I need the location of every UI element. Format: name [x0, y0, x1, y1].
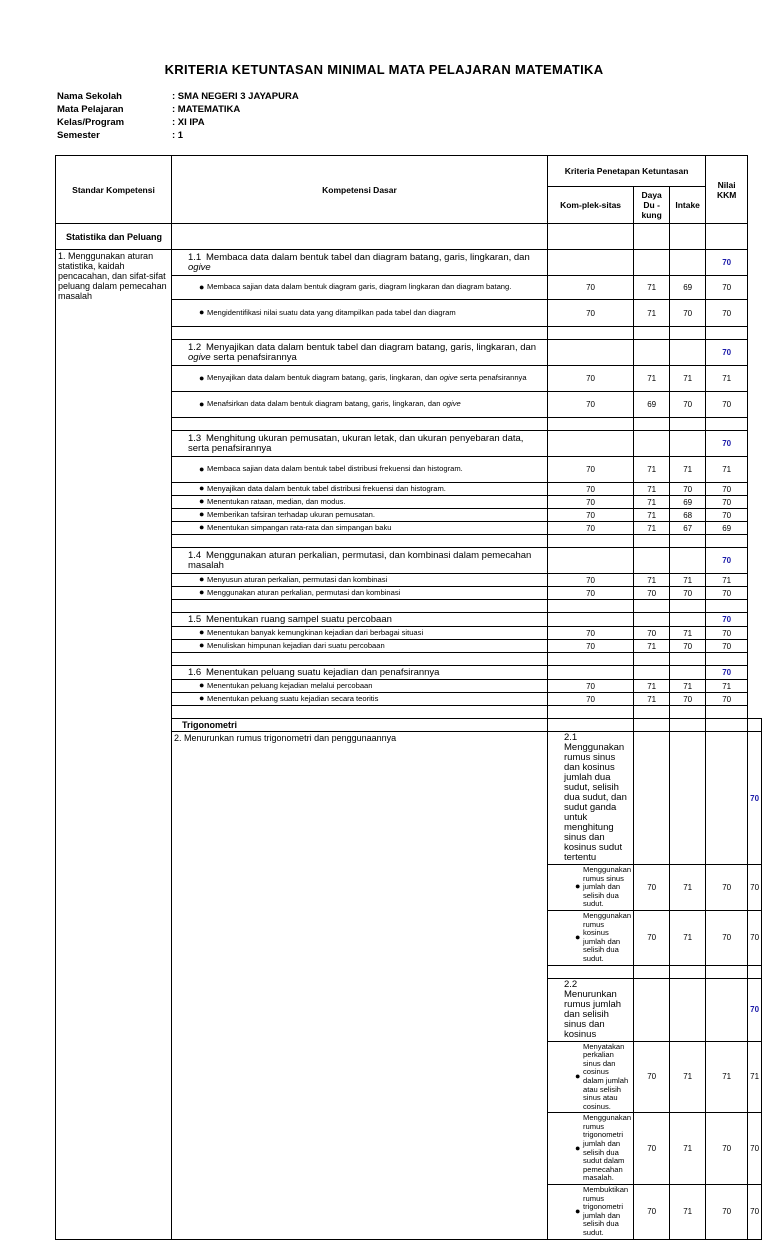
intake-value: 67: [670, 522, 706, 535]
kd-number: 1.5: [188, 613, 202, 625]
kd-number: 1.2: [188, 341, 202, 353]
intake-value: 68: [670, 509, 706, 522]
kkm-value: 70: [706, 483, 748, 496]
kkm-table: [55, 155, 762, 1240]
indicator-emphasis: ogive: [442, 399, 461, 409]
kd-number: 2.1: [564, 732, 578, 743]
indicator-text: Mengidentifikasi nilai suatu data yang ditampilkan pada tabel dan diagram: [207, 307, 456, 317]
indicator: ● Menentukan rataan, median, dan modus.: [172, 496, 548, 509]
daya-dukung-value: 71: [670, 1185, 706, 1240]
kkm-value: 71: [706, 574, 748, 587]
info-value: : 1: [172, 130, 184, 141]
kompleksitas-value: 70: [548, 587, 634, 600]
intake-value: 71: [670, 574, 706, 587]
kd-2-1: [548, 732, 634, 865]
kd-kkm: 70: [706, 613, 748, 627]
intake-value: 69: [670, 496, 706, 509]
daya-dukung-value: 71: [634, 496, 670, 509]
indicator-text: Membuktikan rumus trigonometri jumlah dan selisih dua sudut.: [583, 1185, 629, 1237]
kd-number: 2.2: [564, 978, 578, 990]
indicator-text: Menentukan simpangan rata-rata dan simpangan baku: [207, 522, 392, 532]
kd-kkm: 70: [706, 666, 748, 680]
indicator: ● Menentukan banyak kemungkinan kejadian dari berbagai situasi: [172, 627, 548, 640]
header-standar: Standar Kompetensi: [56, 156, 172, 224]
indicator: ● Menentukan peluang suatu kejadian secara teoritis: [172, 693, 548, 706]
indicator-text: Menentukan peluang kejadian melalui percobaan: [207, 680, 373, 690]
indicator: ● Membaca sajian data dalam bentuk tabel distribusi frekuensi dan histogram.: [172, 457, 548, 483]
kkm-value: 70: [706, 276, 748, 300]
intake-value: 70: [706, 865, 748, 911]
intake-value: 69: [670, 276, 706, 300]
sk-trigonometri: 2. Menurunkan rumus trigonometri dan penggunaannya: [172, 732, 548, 1240]
indicator: ● Membuktikan rumus trigonometri jumlah dan selisih dua sudut.: [548, 1185, 634, 1240]
kompleksitas-value: 70: [548, 680, 634, 693]
kkm-value: 70: [706, 587, 748, 600]
indicator: ● Mengidentifikasi nilai suatu data yang ditampilkan pada tabel dan diagram: [172, 300, 548, 327]
kompleksitas-value: 70: [548, 496, 634, 509]
header-kompleksitas: Kom-plek-sitas: [548, 187, 634, 224]
indicator-text: Menggunakan rumus kosinus jumlah dan selisih dua sudut.: [583, 910, 632, 963]
indicator: ● Menyatakan perkalian sinus dan cosinus dalam jumlah atau selisih sinus atau cosinus.: [548, 1041, 634, 1113]
header-daya-dukung: Daya Du - kung: [634, 187, 670, 224]
kompleksitas-value: 70: [548, 366, 634, 392]
indicator: ● Menyajikan data dalam bentuk tabel distribusi frekuensi dan histogram.: [172, 483, 548, 496]
info-value: : XI IPA: [172, 117, 205, 128]
kompleksitas-value: 70: [548, 509, 634, 522]
kkm-value: 70: [748, 910, 762, 965]
indicator: ● Membaca sajian data dalam bentuk diagram garis, diagram lingkaran dan diagram batang.: [172, 276, 548, 300]
indicator: ● Menyusun aturan perkalian, permutasi dan kombinasi: [172, 574, 548, 587]
indicator: ● Menuliskan himpunan kejadian dari suatu percobaan: [172, 640, 548, 653]
kkm-value: 71: [706, 680, 748, 693]
kkm-value: 70: [748, 865, 762, 911]
kkm-value: 71: [706, 457, 748, 483]
intake-value: 71: [670, 627, 706, 640]
kd-text: Menentukan peluang suatu kejadian dan penafsirannya: [206, 666, 440, 678]
info-label: Semester: [57, 130, 100, 141]
indicator: ● Menggunakan rumus kosinus jumlah dan selisih dua sudut.: [548, 910, 634, 965]
intake-value: 70: [670, 483, 706, 496]
intake-value: 71: [670, 457, 706, 483]
kkm-value: 69: [706, 522, 748, 535]
kompleksitas-value: 70: [548, 483, 634, 496]
info-value: : MATEMATIKA: [172, 104, 241, 115]
indicator: ● Menafsirkan data dalam bentuk diagram batang, garis, lingkaran, dan ogive: [172, 392, 548, 418]
daya-dukung-value: 71: [634, 509, 670, 522]
indicator-text: Menentukan peluang suatu kejadian secara teoritis: [207, 693, 379, 703]
intake-value: 70: [670, 300, 706, 327]
indicator-text: Menafsirkan data dalam bentuk diagram batang, garis, lingkaran, dan: [207, 399, 443, 409]
indicator-text: Menggunakan rumus trigonometri jumlah dan selisih dua sudut dalam pemecahan masalah.: [583, 1113, 632, 1183]
daya-dukung-value: 71: [634, 366, 670, 392]
indicator-text: Menyusun aturan perkalian, permutasi dan kombinasi: [207, 574, 388, 584]
daya-dukung-value: 69: [634, 392, 670, 418]
kompleksitas-value: 70: [634, 910, 670, 965]
kd-text: Menyajikan data dalam bentuk tabel dan diagram batang, garis, lingkaran, dan: [206, 341, 537, 353]
kd-1-4: [172, 548, 548, 574]
kompleksitas-value: 70: [548, 522, 634, 535]
indicator-text: Menyatakan perkalian sinus dan cosinus dalam jumlah atau selisih sinus atau cosinus.: [583, 1041, 629, 1111]
kkm-value: 70: [706, 392, 748, 418]
kompleksitas-value: 70: [548, 457, 634, 483]
intake-value: 70: [706, 1185, 748, 1240]
info-label: Mata Pelajaran: [57, 104, 124, 115]
indicator: ● Memberikan tafsiran terhadap ukuran pemusatan.: [172, 509, 548, 522]
daya-dukung-value: 70: [634, 587, 670, 600]
kompleksitas-value: 70: [548, 276, 634, 300]
kd-2-2: [548, 978, 634, 1041]
daya-dukung-value: 71: [634, 457, 670, 483]
info-label: Kelas/Program: [57, 117, 125, 128]
indicator-text: Menyajikan data dalam bentuk tabel distribusi frekuensi dan histogram.: [207, 483, 446, 493]
intake-value: 70: [706, 910, 748, 965]
info-row: [57, 130, 299, 143]
kkm-value: 70: [748, 1185, 762, 1240]
kompleksitas-value: 70: [548, 574, 634, 587]
info-value: : SMA NEGERI 3 JAYAPURA: [172, 91, 299, 102]
daya-dukung-value: 71: [634, 522, 670, 535]
kompleksitas-value: 70: [634, 1113, 670, 1185]
kd-kkm: 70: [706, 548, 748, 574]
daya-dukung-value: 71: [670, 865, 706, 911]
daya-dukung-value: 71: [634, 276, 670, 300]
indicator-text: Menuliskan himpunan kejadian dari suatu percobaan: [207, 640, 385, 650]
kd-number: 1.6: [188, 666, 202, 678]
kompleksitas-value: 70: [634, 1185, 670, 1240]
kd-kkm: 70: [748, 978, 762, 1041]
kd-number: 1.1: [188, 251, 202, 263]
document-title: KRITERIA KETUNTASAN MINIMAL MATA PELAJARAN MATEMATIKA: [164, 62, 604, 77]
kd-text: Membaca data dalam bentuk tabel dan diagram batang, garis, lingkaran, dan: [206, 251, 530, 263]
daya-dukung-value: 71: [670, 1113, 706, 1185]
indicator-text: Membaca sajian data dalam bentuk diagram garis, diagram lingkaran dan diagram batang.: [207, 282, 512, 292]
kkm-value: 70: [706, 509, 748, 522]
kd-text: Menurunkan rumus jumlah dan selisih sinus dan kosinus: [564, 988, 622, 1040]
kompleksitas-value: 70: [548, 640, 634, 653]
indicator-text: Menentukan rataan, median, dan modus.: [207, 496, 346, 506]
intake-value: 70: [670, 640, 706, 653]
info-label: Nama Sekolah: [57, 91, 122, 102]
kd-emphasis: ogive: [188, 261, 211, 273]
daya-dukung-value: 71: [634, 483, 670, 496]
indicator: ● Menggunakan rumus trigonometri jumlah dan selisih dua sudut dalam pemecahan masalah.: [548, 1113, 634, 1185]
kd-text: Menggunakan rumus sinus dan kosinus jumlah dua sudut, selisih dua sudut, dan sudut ganda untuk menghitung sinus dan kosinus sudut tertentu: [564, 742, 627, 863]
kkm-value: 70: [748, 1113, 762, 1185]
info-row: [57, 91, 299, 104]
kd-text-tail: serta penafsirannya: [210, 351, 297, 363]
indicator: ● Menggunakan aturan perkalian, permutasi dan kombinasi: [172, 587, 548, 600]
kompleksitas-value: 70: [634, 1041, 670, 1113]
info-row: [57, 117, 299, 130]
indicator-text: Memberikan tafsiran terhadap ukuran pemusatan.: [207, 509, 376, 519]
section-statistika: Statistika dan Peluang: [56, 224, 172, 250]
indicator-text: Menggunakan rumus sinus jumlah dan selisih dua sudut.: [583, 865, 632, 909]
kd-1-2: [172, 340, 548, 366]
daya-dukung-value: 71: [634, 640, 670, 653]
kompleksitas-value: 70: [548, 300, 634, 327]
kd-kkm: 70: [748, 732, 762, 865]
indicator: ● Menentukan simpangan rata-rata dan simpangan baku: [172, 522, 548, 535]
intake-value: 70: [670, 693, 706, 706]
kd-1-3: [172, 431, 548, 457]
kd-text: Menghitung ukuran pemusatan, ukuran letak, dan ukuran penyebaran data, serta penafsirannya: [188, 432, 524, 454]
kd-number: 1.4: [188, 549, 202, 561]
header-kriteria: Kriteria Penetapan Ketuntasan: [548, 156, 706, 187]
kkm-value: 70: [706, 627, 748, 640]
indicator-text: Membaca sajian data dalam bentuk tabel distribusi frekuensi dan histogram.: [207, 464, 463, 474]
kkm-value: 70: [706, 693, 748, 706]
kd-kkm: 70: [706, 340, 748, 366]
header-nilai-kkm: Nilai KKM: [706, 156, 748, 224]
kkm-value: 70: [706, 496, 748, 509]
kd-text: Menentukan ruang sampel suatu percobaan: [206, 613, 392, 625]
intake-value: 71: [670, 680, 706, 693]
kd-1-6: [172, 666, 548, 680]
indicator-emphasis: ogive: [439, 373, 458, 383]
kd-kkm: 70: [706, 250, 748, 276]
kompleksitas-value: 70: [548, 627, 634, 640]
daya-dukung-value: 71: [634, 680, 670, 693]
kompleksitas-value: 70: [634, 865, 670, 911]
kd-1-5: [172, 613, 548, 627]
kompleksitas-value: 70: [548, 392, 634, 418]
indicator: ● Menyajikan data dalam bentuk diagram batang, garis, lingkaran, dan ogive serta penafsirannya: [172, 366, 548, 392]
kd-emphasis: ogive: [188, 351, 211, 363]
intake-value: 70: [670, 392, 706, 418]
kkm-value: 71: [748, 1041, 762, 1113]
daya-dukung-value: 71: [670, 1041, 706, 1113]
info-row: [57, 104, 299, 117]
header-kompetensi: Kompetensi Dasar: [172, 156, 548, 224]
daya-dukung-value: 71: [634, 574, 670, 587]
kkm-value: 70: [706, 300, 748, 327]
kkm-value: 70: [706, 640, 748, 653]
header-intake: Intake: [670, 187, 706, 224]
daya-dukung-value: 71: [634, 693, 670, 706]
intake-value: 70: [706, 1113, 748, 1185]
daya-dukung-value: 71: [670, 910, 706, 965]
section-trigonometri: Trigonometri: [172, 719, 548, 732]
intake-value: 71: [670, 366, 706, 392]
kd-kkm: 70: [706, 431, 748, 457]
indicator-text: Menentukan banyak kemungkinan kejadian dari berbagai situasi: [207, 627, 424, 637]
indicator-text-tail: serta penafsirannya: [457, 373, 527, 383]
kd-1-1: [172, 250, 548, 276]
intake-value: 70: [670, 587, 706, 600]
indicator-text: Menggunakan aturan perkalian, permutasi dan kombinasi: [207, 587, 401, 597]
kkm-value: 71: [706, 366, 748, 392]
indicator: ● Menggunakan rumus sinus jumlah dan selisih dua sudut.: [548, 865, 634, 911]
school-info: [57, 91, 299, 143]
kd-number: 1.3: [188, 432, 202, 444]
kd-text: Menggunakan aturan perkalian, permutasi, dan kombinasi dalam pemecahan masalah: [188, 549, 532, 571]
sk-statistika: 1. Menggunakan aturan statistika, kaidah pencacahan, dan sifat-sifat peluang dalam pemecahan masalah: [56, 250, 172, 1240]
daya-dukung-value: 71: [634, 300, 670, 327]
intake-value: 71: [706, 1041, 748, 1113]
kompleksitas-value: 70: [548, 693, 634, 706]
indicator: ● Menentukan peluang kejadian melalui percobaan: [172, 680, 548, 693]
indicator-text: Menyajikan data dalam bentuk diagram batang, garis, lingkaran, dan: [207, 373, 440, 383]
daya-dukung-value: 70: [634, 627, 670, 640]
